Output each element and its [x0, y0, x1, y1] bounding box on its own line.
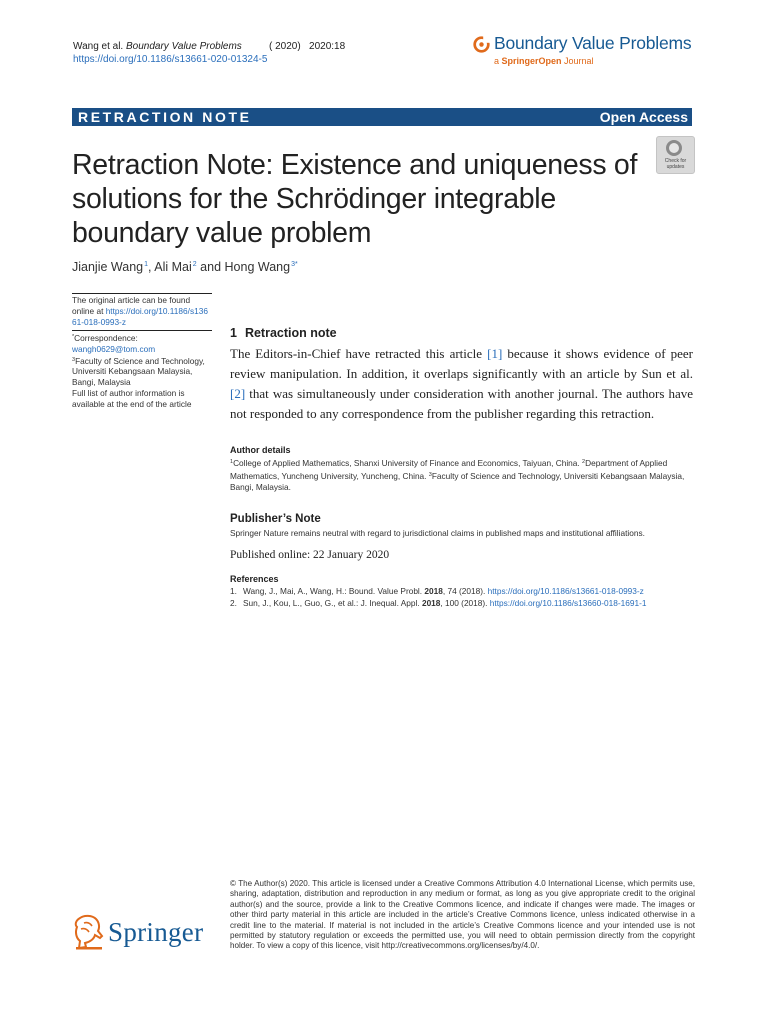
published-online-date: Published online: 22 January 2020 — [230, 549, 390, 561]
crossmark-icon — [666, 140, 682, 156]
retraction-paragraph: The Editors-in-Chief have retracted this article [1] because it shows evidence of peer review manipulation. In addition, it overlaps significantly with an article by Sun et al. [2] that was simultaneously under consideration with another journal. The authors have not responded to any correspondence from the publisher regarding this retraction. — [230, 346, 693, 421]
sidebar-affiliation: Faculty of Science and Technology, Universiti Kebangsaan Malaysia, Bangi, Malaysia — [72, 355, 205, 388]
article-title: Retraction Note: Existence and uniqueness of solutions for the Schrödinger integrable boundary value problem — [72, 149, 638, 249]
correspondence-note: *Correspondence: wangh0629@tom.com $^3$Faculty of Science and Technology, Universiti Kebangsaan Malaysia, Bangi, Malaysia Full list of author information is available at the end of the article — [72, 330, 212, 410]
references-heading: References — [230, 574, 279, 584]
check-for-updates-badge[interactable] — [656, 136, 695, 174]
check-for-updates-text: Check for updates — [664, 158, 687, 170]
publishers-note-heading: Publisher’s Note — [230, 513, 321, 525]
author-details-heading: Author details — [230, 445, 291, 455]
license-statement: © The Author(s) 2020. This article is licensed under a Creative Commons Attribution 4.0 International License, which permits use, sharing, adaptation, distribution and reproduction in any medium or format, as long as you give appropriate credit to the original author(s) and the source, provide a link to the Creative Commons licence, and indicate if changes were made. The images or other third party material in this article are included in the article’s Creative Commons licence, unless indicated otherwise in a credit line to the material. If material is not included in the article’s Creative Commons licence and your intended use is not permitted by statutory regulation or exceeds the permitted use, you will need to obtain permission directly from the copyright holder. To view a copy of this licence, visit http://creativecommons.org/licenses/by/4.0/. — [230, 879, 695, 951]
citation-authors: Wang et al. — [73, 41, 124, 52]
section-number: 1 — [230, 326, 237, 340]
springeropen-logo-icon — [473, 36, 490, 53]
author-affiliation-mark[interactable]: 3* — [291, 261, 298, 268]
references-list — [230, 586, 646, 609]
correspondence-email-link[interactable]: wangh0629@tom.com — [72, 343, 156, 354]
full-author-info-note: Full list of author information is available at the end of the article — [72, 387, 192, 409]
citation-journal: Boundary Value Problems — [126, 41, 242, 52]
author-name[interactable]: Hong Wang — [224, 260, 291, 274]
reference-doi-link[interactable]: https://doi.org/10.1186/s13661-018-0993-z — [487, 586, 644, 596]
author-affiliation-mark[interactable]: 2 — [192, 261, 197, 268]
reference-citation-1[interactable]: [1] — [487, 346, 503, 361]
open-access-label: Open Access — [599, 109, 688, 125]
springer-horse-icon — [72, 914, 106, 950]
publishers-note-text: Springer Nature remains neutral with regard to jurisdictional claims in published maps and institutional affiliations. — [230, 528, 645, 538]
section-heading — [230, 326, 337, 340]
original-article-note: The original article can be found online at https://doi.org/10.1186/s13661-018-0993-z — [72, 293, 212, 327]
journal-brand-name: Boundary Value Problems — [494, 33, 692, 53]
author-details-text: $^1$College of Applied Mathematics, Shanxi University of Finance and Economics, Taiyuan, China. $^2$Department of Applied Mathematics, Yuncheng University, Yuncheng, China. $^3$Faculty of Science and Technology, Universiti Kebangsaan Malaysia, Bangi, Malaysia. — [230, 458, 685, 493]
reference-item: 1. Wang, J., Mai, A., Wang, H.: Bound. Value Probl. 2018, 74 (2018). https://doi.org/10.1186/s13661-018-0993-z — [230, 586, 644, 596]
reference-doi-link[interactable]: https://doi.org/10.1186/s13660-018-1691-1 — [489, 597, 647, 608]
header-doi-link[interactable]: https://doi.org/10.1186/s13661-020-01324-5 — [73, 54, 268, 65]
author-list: Jianjie Wang$^1$, Ali Mai$^2$ and Hong Wang$^{3*}$ — [72, 260, 298, 274]
section-title: Retraction note — [244, 326, 337, 340]
springer-logo[interactable] — [72, 914, 214, 950]
reference-citation-2[interactable]: [2] — [230, 386, 246, 401]
journal-brand-subtitle: a SpringerOpen Journal — [494, 56, 594, 66]
citation-year-volume: ( 2020) 2020:18 — [269, 41, 346, 52]
author-name[interactable]: Jianjie Wang — [72, 260, 144, 274]
header-citation — [73, 40, 373, 54]
reference-item: 2. Sun, J., Kou, L., Guo, G., et al.: J. Inequal. Appl. 2018, 100 (2018). https://doi.org/10.1186/s13660-018-1691-1 — [230, 597, 647, 608]
author-affiliation-mark[interactable]: 1 — [144, 261, 149, 268]
author-name[interactable]: Ali Mai — [154, 260, 192, 274]
original-article-link[interactable]: https://doi.org/10.1186/s13661-018-0993-z — [72, 305, 208, 327]
springer-wordmark: Springer — [108, 917, 204, 947]
article-type-label: RETRACTION NOTE — [78, 109, 252, 125]
article-type-banner — [72, 108, 692, 126]
